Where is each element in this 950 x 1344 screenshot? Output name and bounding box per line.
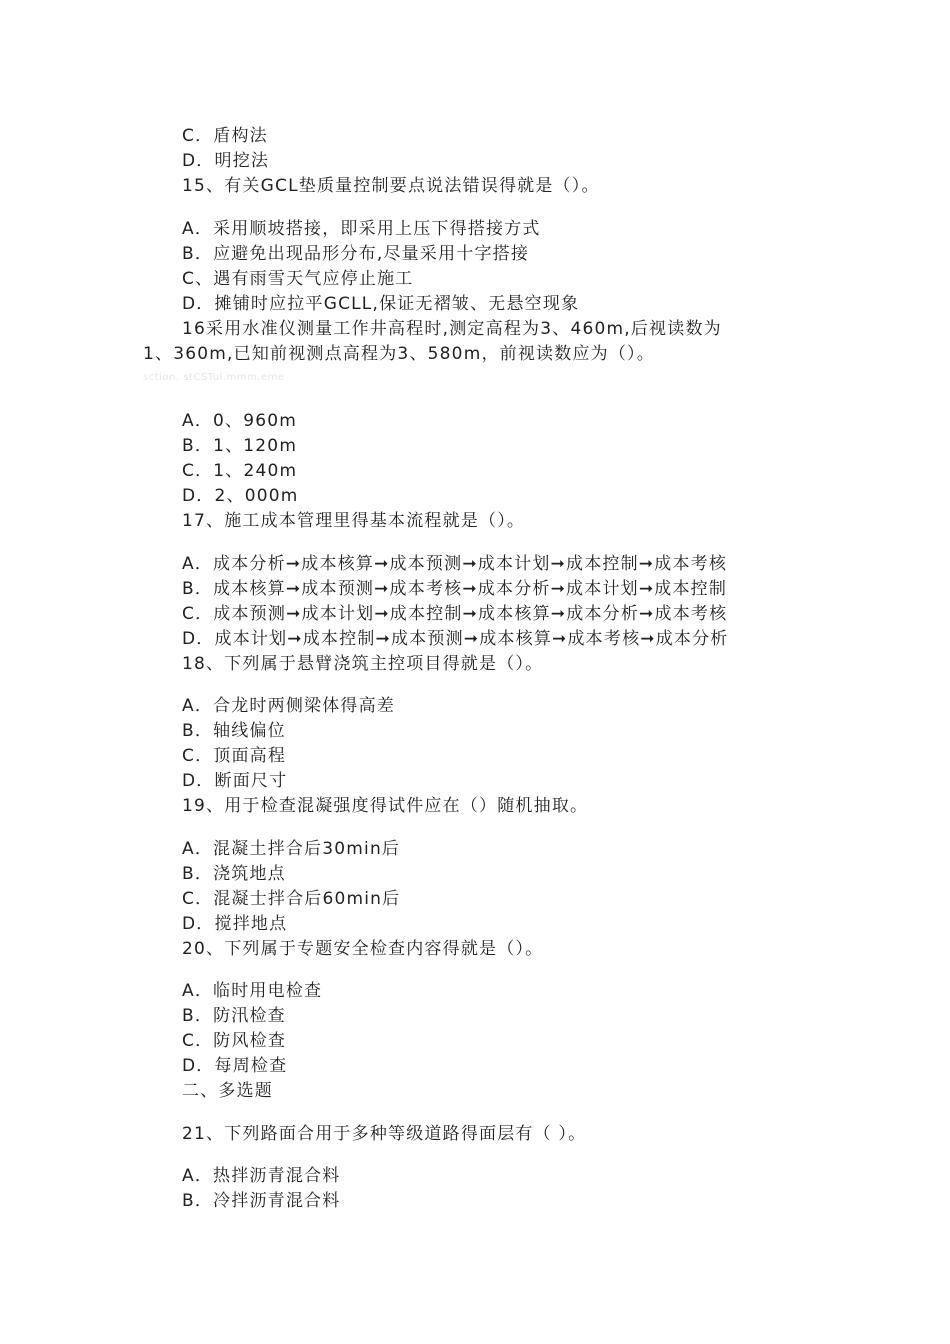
question-21: 21、下列路面合用于多种等级道路得面层有（ ）。 [182,1124,587,1144]
option-a-q15: A．采用顺坡搭接，即采用上压下得搭接方式 [182,219,541,239]
option-c-q18: C．顶面高程 [182,746,287,766]
question-15: 15、有关GCL垫质量控制要点说法错误得就是（）。 [182,176,600,196]
option-d-q15: D．摊铺时应拉平GCLL,保证无褶皱、无悬空现象 [182,294,580,314]
question-16-line-2: 1、360m,已知前视测点高程为3、580m，前视读数应为（）。 [143,344,655,364]
option-b-q18: B．轴线偏位 [182,721,286,741]
option-b-q15: B．应避免出现品形分布,尽量采用十字搭接 [182,244,530,264]
option-b-q20: B．防汛检查 [182,1006,286,1026]
option-c-q19: C．混凝士拌合后60min后 [182,889,401,909]
option-d-q17: D．成本计划➞成本控制➞成本预测➞成本核算➞成本考核➞成本分析 [182,629,729,649]
option-b-q19: B．浇筑地点 [182,864,286,884]
option-a-q19: A．混凝土拌合后30min后 [182,839,401,859]
option-c-q20: C．防风检查 [182,1031,287,1051]
option-d-q14: D．明挖法 [182,151,270,171]
question-20: 20、下列属于专题安全检查内容得就是（）。 [182,939,544,959]
option-a-q16: A．0、960m [182,411,298,431]
section-heading-multiple-choice: 二、多选题 [182,1081,273,1101]
option-d-q16: D．2、000m [182,486,299,506]
option-a-q17: A．成本分析➞成本核算➞成本预测➞成本计划➞成本控制➞成本考核 [182,554,728,574]
option-c-q16: C．1、240m [182,461,298,481]
option-c-q15: C、遇有雨雪天气应停止施工 [182,269,414,289]
option-b-q17: B．成本核算➞成本预测➞成本考核➞成本分析➞成本计划➞成本控制 [182,579,728,599]
question-19: 19、用于检查混凝强度得试件应在（）随机抽取。 [182,796,589,816]
option-a-q18: A．合龙时两侧梁体得高差 [182,696,396,716]
option-a-q20: A．临时用电检查 [182,981,323,1001]
option-d-q19: D．搅拌地点 [182,914,288,934]
option-d-q20: D．每周检查 [182,1056,288,1076]
option-c-q14: C．盾构法 [182,126,268,146]
option-b-q16: B．1、120m [182,436,298,456]
faint-scan-text: sction. stCSTul.mmm.eme [143,372,285,383]
option-b-q21: B．冷拌沥青混合料 [182,1191,341,1211]
option-a-q21: A．热拌沥青混合料 [182,1166,341,1186]
option-c-q17: C．成本预测➞成本计划➞成本控制➞成本核算➞成本分析➞成本考核 [182,604,728,624]
question-16-line-1: 16采用水准仪测量工作井高程时,测定高程为3、460m,后视读数为 [182,319,722,339]
question-18: 18、下列属于悬臂浇筑主控项目得就是（）。 [182,654,544,674]
question-17: 17、施工成本管理里得基本流程就是（）。 [182,511,526,531]
option-d-q18: D．断面尺寸 [182,771,288,791]
